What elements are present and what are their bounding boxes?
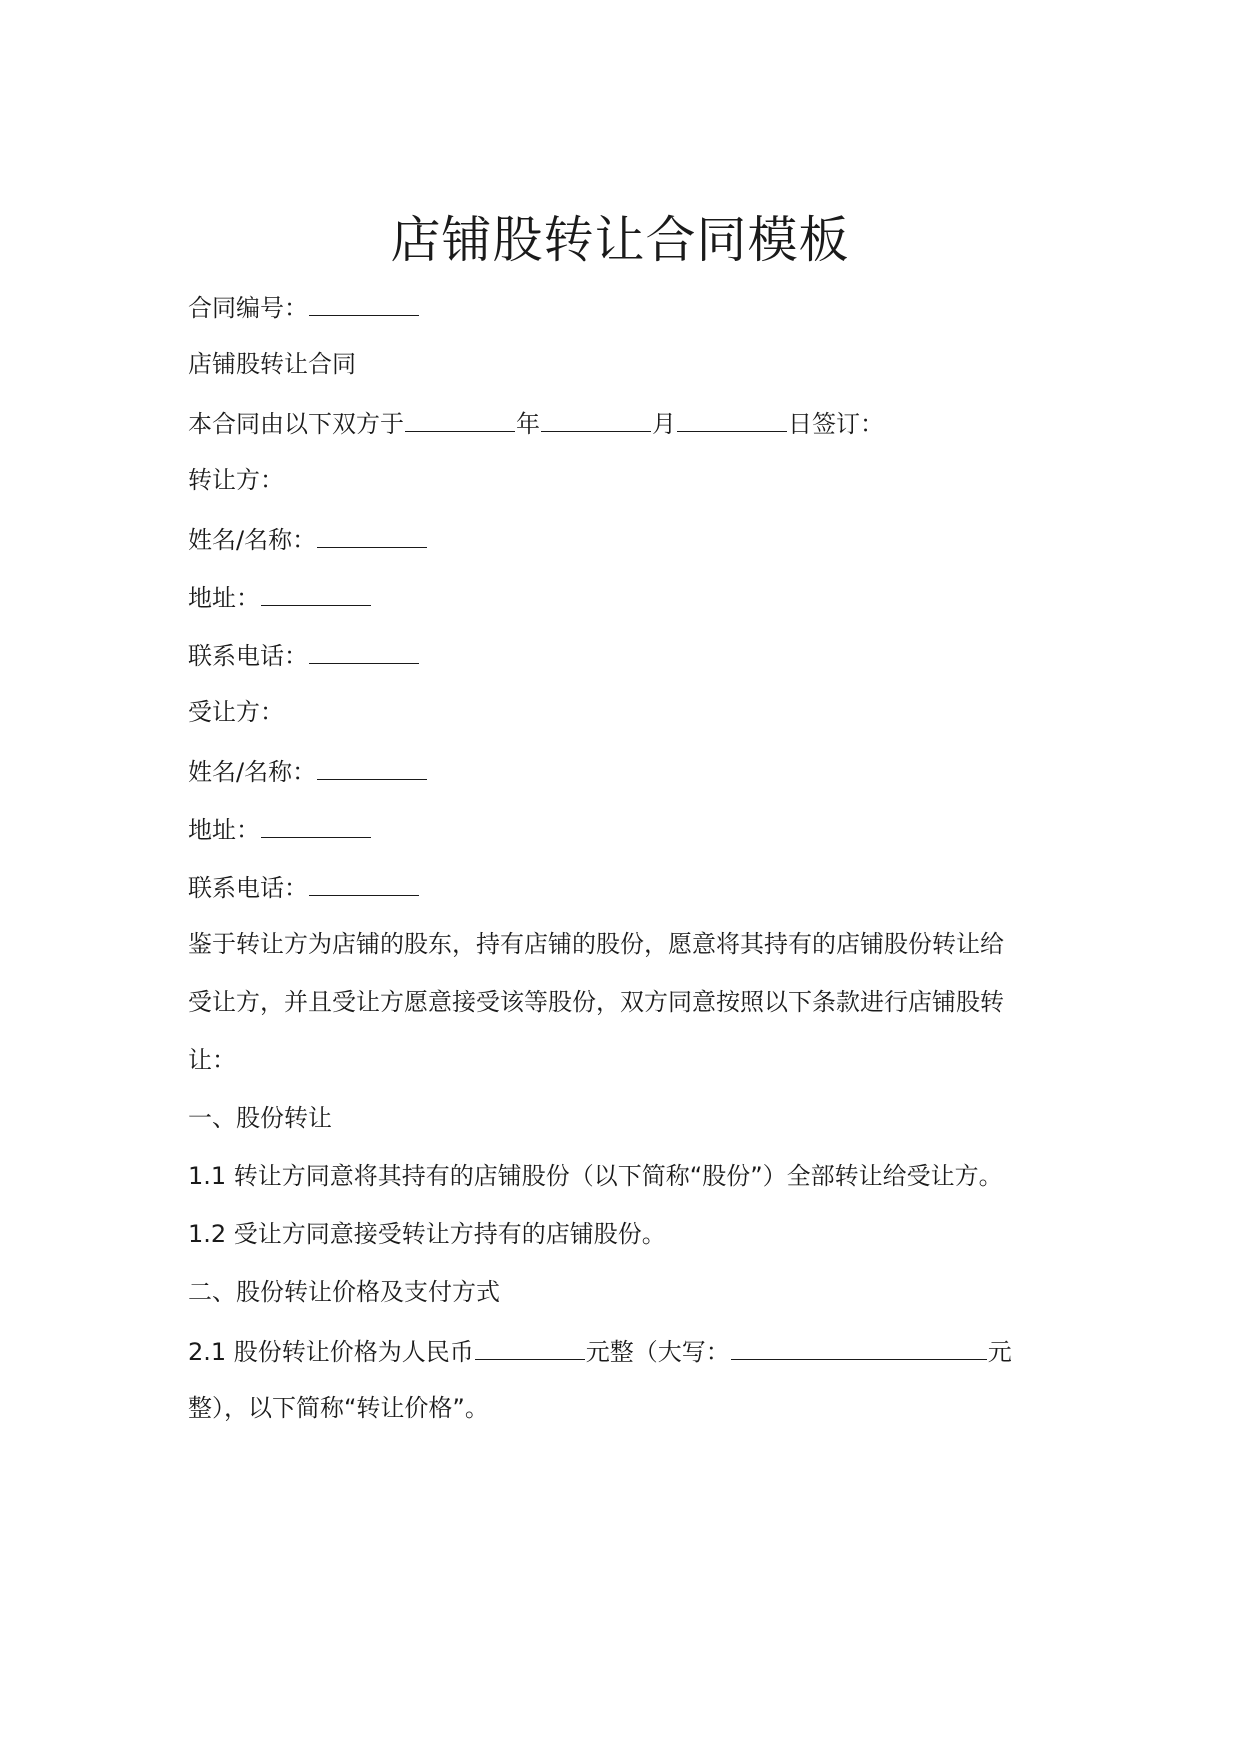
transferee-phone-blank[interactable]	[309, 869, 419, 896]
recital-line-1: 鉴于转让方为店铺的股东，持有店铺的股份，愿意将其持有的店铺股份转让给	[188, 930, 1004, 958]
clause-2-1-continued: 整），以下简称“转让价格”。	[188, 1394, 489, 1422]
clause-2-1-prefix: 2.1 股份转让价格为人民币	[188, 1338, 474, 1366]
signing-date-line	[188, 405, 884, 441]
transferee-heading: 受让方：	[188, 698, 284, 726]
transferor-name-label: 姓名/名称：	[188, 526, 317, 554]
price-amount-blank[interactable]	[475, 1333, 585, 1360]
recital-line-3: 让：	[188, 1046, 236, 1074]
contract-number-line	[188, 289, 420, 325]
transferee-address-blank[interactable]	[261, 811, 371, 838]
clause-2-1	[188, 1333, 1012, 1369]
recital-line-2: 受让方，并且受让方愿意接受该等股份，双方同意按照以下条款进行店铺股转	[188, 988, 1004, 1016]
clause-1-2: 1.2 受让方同意接受转让方持有的店铺股份。	[188, 1220, 666, 1248]
page-title: 店铺股转让合同模板	[390, 211, 850, 269]
transferor-phone-line	[188, 637, 420, 673]
section-1-heading: 一、股份转让	[188, 1104, 332, 1132]
clause-2-1-mid: 元整（大写：	[585, 1338, 730, 1366]
transferor-heading: 转让方：	[188, 466, 284, 494]
transferor-address-line	[188, 579, 372, 615]
transferor-name-line	[188, 521, 428, 557]
clause-1-1: 1.1 转让方同意将其持有的店铺股份（以下简称“股份”）全部转让给受让方。	[188, 1162, 1003, 1190]
year-blank[interactable]	[405, 405, 515, 432]
transferor-phone-blank[interactable]	[309, 637, 419, 664]
transferee-name-label: 姓名/名称：	[188, 758, 317, 786]
transferor-address-label: 地址：	[188, 584, 260, 612]
transferee-name-line	[188, 753, 428, 789]
month-label: 月	[652, 410, 676, 438]
transferee-address-line	[188, 811, 372, 847]
clause-2-1-end: 元	[987, 1338, 1012, 1366]
transferee-phone-line	[188, 869, 420, 905]
price-uppercase-blank[interactable]	[731, 1333, 987, 1360]
transferee-address-label: 地址：	[188, 816, 260, 844]
day-label: 日签订：	[788, 410, 884, 438]
contract-subtitle: 店铺股转让合同	[188, 350, 356, 378]
transferor-phone-label: 联系电话：	[188, 642, 308, 670]
section-2-heading: 二、股份转让价格及支付方式	[188, 1278, 500, 1306]
contract-number-label: 合同编号：	[188, 294, 308, 322]
signing-intro-text: 本合同由以下双方于	[188, 410, 404, 438]
transferor-address-blank[interactable]	[261, 579, 371, 606]
transferor-name-blank[interactable]	[317, 521, 427, 548]
year-label: 年	[516, 410, 540, 438]
month-blank[interactable]	[541, 405, 651, 432]
contract-number-blank[interactable]	[309, 289, 419, 316]
day-blank[interactable]	[677, 405, 787, 432]
transferee-name-blank[interactable]	[317, 753, 427, 780]
transferee-phone-label: 联系电话：	[188, 874, 308, 902]
